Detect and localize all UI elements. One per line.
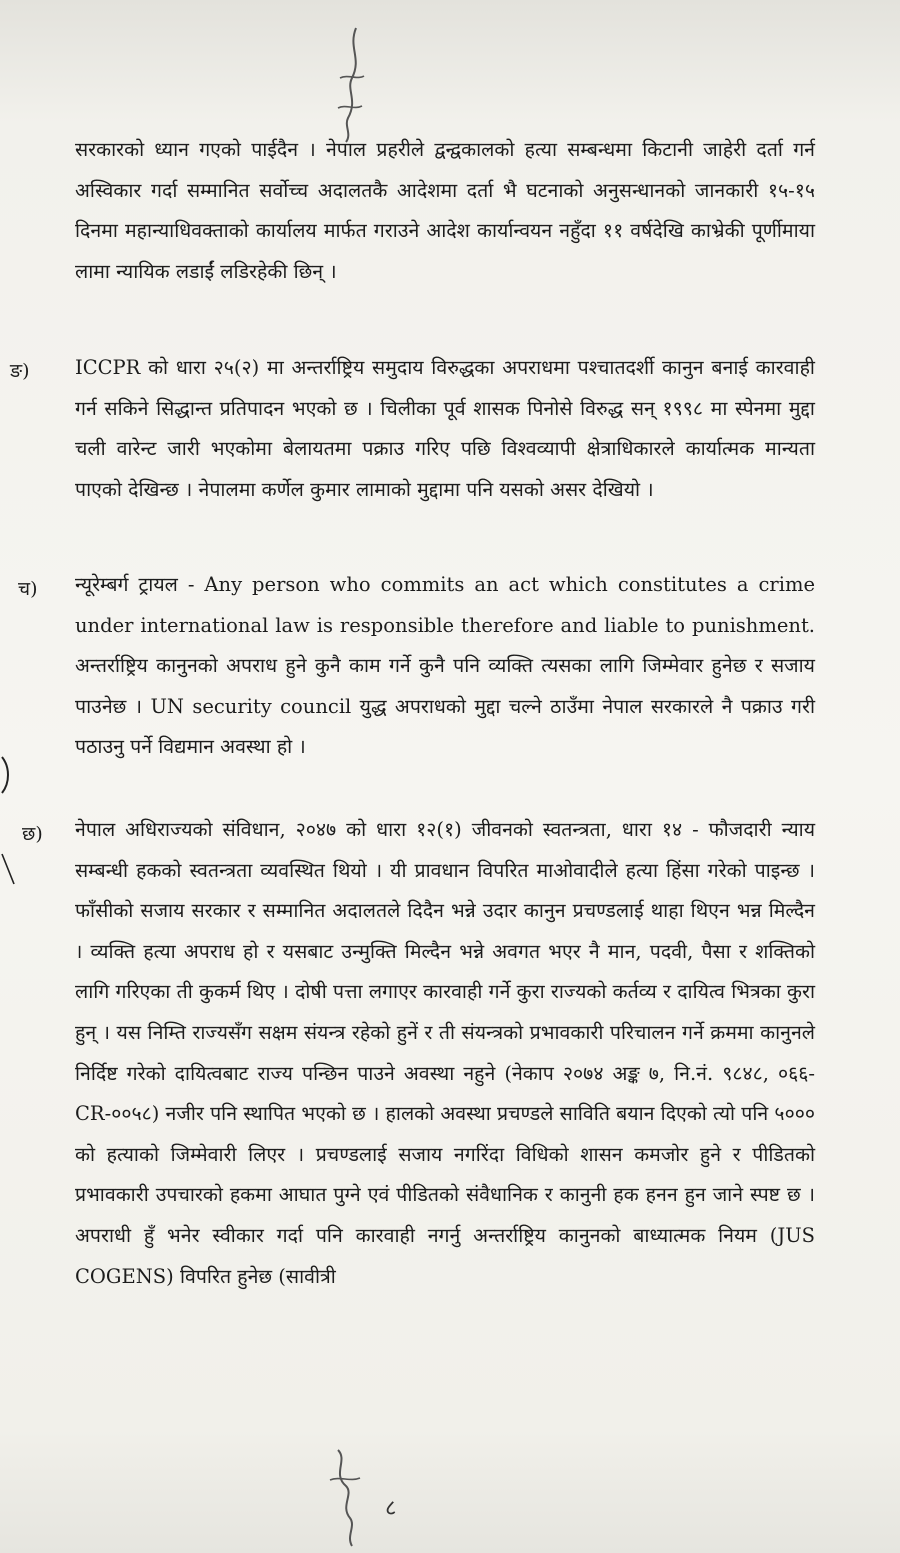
item-text-chha: नेपाल अधिराज्यको संविधान, २०४७ को धारा १२(१) जीवनको स्वतन्त्रता, धारा १४ - फौजदारी न्याय सम्बन्धी हकको स्वतन्त्रता व्यवस्थित थियो । यी प्रावधान विपरित माओवादीले हत्या हिंसा गरेको पाइन्छ । फाँसीको सजाय सरकार र सम्मानित अदालतले दिदैन भन्ने उदार कानुन प्रचण्डलाई थाहा थिएन भन्न मिल्दैन । व्यक्ति हत्या अपराध हो र यसबाट उन्मुक्ति मिल्दैन भन्ने अवगत भएर नै मान, पदवी, पैसा र शक्तिको लागि गरिएका ती कुकर्म थिए । दोषी पत्ता लगाएर कारवाही गर्ने कुरा राज्यको कर्तव्य र दायित्व भित्रका कुरा हुन् । यस निम्ति राज्यसँग सक्षम संयन्त्र रहेको हुनें र ती संयन्त्रको प्रभावकारी परिचालन गर्ने क्रममा कानुनले निर्दिष्ट गरेको दायित्वबाट राज्य पन्छिन पाउने अवस्था नहुने (नेकाप २०७४ अङ्क ७, नि.नं. ९८४८, ०६६-CR-००५८) नजीर पनि स्थापित भएको छ । हालको अवस्था प्रचण्डले साविति बयान दिएको त्यो पनि ५००० को हत्याको जिम्मेवारी लिएर । प्रचण्डलाई सजाय नगरिंदा विधिको शासन कमजोर हुने र पीडितको प्रभावकारी उपचारको हकमा आघात पुग्ने एवं पीडितको संवैधानिक र कानुनी हक हनन हुन जाने स्पष्ट छ । अपराधी हुँ भनेर स्वीकार गर्दा पनि कारवाही नगर्नु अन्तर्राष्ट्रिय कानुनको बाध्यात्मक नियम (JUS COGENS) विपरित हुनेछ (सावीत्री [75, 818, 815, 1288]
handwritten-signature-bottom [318, 1440, 388, 1550]
margin-slash-mark [0, 850, 20, 890]
item-marker-chha: छ) [22, 823, 43, 845]
handwritten-signature-top [318, 18, 378, 148]
item-text-cha: न्यूरेम्बर्ग ट्रायल - Any person who commits an act which constitutes a crime under international law is responsible therefore and liable to punishment. अन्तर्राष्ट्रिय कानुनको अपराध हुने कुनै काम गर्ने कुनै पनि व्यक्ति त्यसका लागि जिम्मेवार हुनेछ र सजाय पाउनेछ । UN security council युद्ध अपराधको मुद्दा चल्ने ठाउँमा नेपाल सरकारले नै पक्राउ गरी पठाउनु पर्ने विद्यमान अवस्था हो । [75, 573, 815, 759]
margin-bracket-mark [0, 755, 20, 795]
item-marker-nga: ङ) [10, 360, 30, 382]
item-marker-cha: च) [18, 578, 38, 600]
intro-paragraph: सरकारको ध्यान गएको पाईदैन । नेपाल प्रहरीले द्वन्द्वकालको हत्या सम्बन्धमा किटानी जाहेरी दर्ता गर्न अस्विकार गर्दा सम्मानित सर्वोच्च अदालतकै आदेशमा दर्ता भै घटनाको अनुसन्धानको जानकारी १५-१५ दिनमा महान्याधिवक्ताको कार्यालय मार्फत गराउने आदेश कार्यान्वयन नहुँदा ११ वर्षदेखि काभ्रेकी पूर्णीमाया लामा न्यायिक लडाईं लडिरहेकी छिन् । [75, 138, 815, 283]
item-text-nga: ICCPR को धारा २५(२) मा अन्तर्राष्ट्रिय समुदाय विरुद्धका अपराधमा पश्चातदर्शी कानुन बनाई कारवाही गर्न सकिने सिद्धान्त प्रतिपादन भएको छ । चिलीका पूर्व शासक पिनोसे विरुद्ध सन् १९९८ मा स्पेनमा मुद्दा चली वारेन्ट जारी भएकोमा बेलायतमा पक्राउ गरिए पछि विश्वव्यापी क्षेत्राधिकारले कार्यात्मक मान्यता पाएको देखिन्छ । नेपालमा कर्णेल कुमार लामाको मुद्दामा पनि यसको असर देखियो । [75, 356, 815, 501]
page-number: ८ [385, 1496, 397, 1521]
